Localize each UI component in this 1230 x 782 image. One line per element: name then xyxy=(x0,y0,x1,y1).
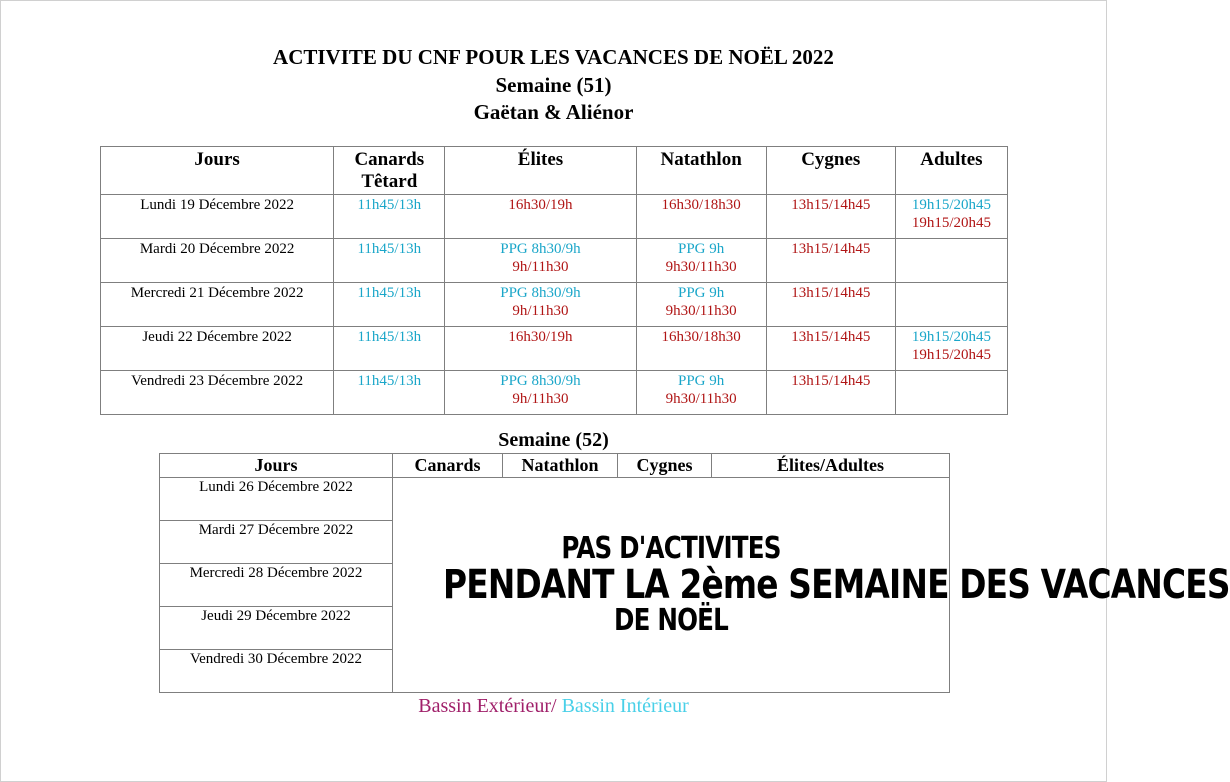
time-slot: 16h30/18h30 xyxy=(661,197,741,213)
table-row xyxy=(101,239,1008,283)
day-cell: Mercredi 28 Décembre 2022 xyxy=(160,564,393,607)
adultes-cell xyxy=(895,195,1007,239)
day-cell: Mercredi 21 Décembre 2022 xyxy=(101,283,334,327)
time-slot: 11h45/13h xyxy=(357,241,422,257)
time-slot: 13h15/14h45 xyxy=(791,241,871,257)
header-canards-tetard xyxy=(334,147,445,195)
header-canards: Canards xyxy=(354,149,425,170)
time-slot: PPG 8h30/9h xyxy=(500,241,581,257)
header-elites-adultes: Élites/Adultes xyxy=(712,454,950,478)
natathlon-cell xyxy=(636,327,766,371)
canards-cell xyxy=(334,195,445,239)
time-slot: 11h45/13h xyxy=(357,197,422,213)
canards-cell xyxy=(334,283,445,327)
adultes-cell xyxy=(895,327,1007,371)
time-slot: 13h15/14h45 xyxy=(791,373,871,389)
time-slot: PPG 9h xyxy=(677,285,725,301)
header-natathlon: Natathlon xyxy=(503,454,618,478)
day-cell: Jeudi 29 Décembre 2022 xyxy=(160,607,393,650)
page-title: ACTIVITE DU CNF POUR LES VACANCES DE NOËL 2022 xyxy=(273,45,834,69)
time-slot: 13h15/14h45 xyxy=(791,197,871,213)
cygnes-cell xyxy=(766,371,895,415)
time-slot: 11h45/13h xyxy=(357,285,422,301)
day-cell: Vendredi 30 Décembre 2022 xyxy=(160,650,393,693)
header-adultes: Adultes xyxy=(895,147,1007,195)
week51-schedule-table xyxy=(100,146,1008,415)
day-cell: Lundi 26 Décembre 2022 xyxy=(160,478,393,521)
time-slot: 19h15/20h45 xyxy=(911,215,991,231)
cygnes-cell xyxy=(766,239,895,283)
table-row xyxy=(101,371,1008,415)
cygnes-cell xyxy=(766,195,895,239)
table-row xyxy=(160,478,950,521)
cygnes-cell xyxy=(766,327,895,371)
time-slot: 19h15/20h45 xyxy=(911,329,991,345)
elites-cell xyxy=(445,195,636,239)
header-canards: Canards xyxy=(393,454,503,478)
time-slot: 9h30/11h30 xyxy=(665,391,737,407)
time-slot: 13h15/14h45 xyxy=(791,285,871,301)
header-jours: Jours xyxy=(160,454,393,478)
time-slot: 19h15/20h45 xyxy=(911,197,991,213)
legend xyxy=(0,693,1107,719)
day-cell: Mardi 27 Décembre 2022 xyxy=(160,521,393,564)
header-natathlon: Natathlon xyxy=(636,147,766,195)
elites-cell xyxy=(445,283,636,327)
time-slot: 9h/11h30 xyxy=(512,391,569,407)
week51-subtitle: Semaine (51) xyxy=(495,73,612,97)
natathlon-cell xyxy=(636,283,766,327)
time-slot: 9h30/11h30 xyxy=(665,303,737,319)
week52-header-row xyxy=(160,454,950,478)
time-slot: 16h30/19h xyxy=(508,329,573,345)
day-cell: Jeudi 22 Décembre 2022 xyxy=(101,327,334,371)
coaches-names: Gaëtan & Aliénor xyxy=(473,100,634,124)
header-tetard: Têtard xyxy=(361,171,418,192)
day-cell: Vendredi 23 Décembre 2022 xyxy=(101,371,334,415)
elites-cell xyxy=(445,371,636,415)
legend-exterior: Bassin Extérieur/ xyxy=(418,695,557,717)
time-slot: 13h15/14h45 xyxy=(791,329,871,345)
time-slot: 11h45/13h xyxy=(357,373,422,389)
natathlon-cell xyxy=(636,239,766,283)
elites-cell xyxy=(445,239,636,283)
week51-header-row xyxy=(101,147,1008,195)
elites-cell xyxy=(445,327,636,371)
time-slot: PPG 9h xyxy=(677,373,725,389)
header-jours: Jours xyxy=(101,147,334,195)
natathlon-cell xyxy=(636,371,766,415)
week52-schedule-table xyxy=(159,453,1230,693)
closed-line-1: PAS D'ACTIVITES xyxy=(561,531,781,566)
legend-interior: Bassin Intérieur xyxy=(556,695,689,717)
time-slot: 9h30/11h30 xyxy=(665,259,737,275)
time-slot: 9h/11h30 xyxy=(512,303,569,319)
closed-line-3: DE NOËL xyxy=(613,603,729,638)
table-row xyxy=(101,283,1008,327)
natathlon-cell xyxy=(636,195,766,239)
adultes-cell xyxy=(895,371,1007,415)
time-slot: 16h30/18h30 xyxy=(661,329,741,345)
time-slot: PPG 9h xyxy=(677,241,725,257)
time-slot: 19h15/20h45 xyxy=(911,347,991,363)
adultes-cell xyxy=(895,239,1007,283)
week52-subtitle: Semaine (52) xyxy=(498,429,609,451)
cygnes-cell xyxy=(766,283,895,327)
header-elites: Élites xyxy=(445,147,636,195)
table-row xyxy=(101,195,1008,239)
time-slot: PPG 8h30/9h xyxy=(500,373,581,389)
time-slot: 11h45/13h xyxy=(357,329,422,345)
time-slot: PPG 8h30/9h xyxy=(500,285,581,301)
day-cell: Lundi 19 Décembre 2022 xyxy=(101,195,334,239)
canards-cell xyxy=(334,371,445,415)
time-slot: 9h/11h30 xyxy=(512,259,569,275)
day-cell: Mardi 20 Décembre 2022 xyxy=(101,239,334,283)
header-cygnes: Cygnes xyxy=(766,147,895,195)
header-cygnes: Cygnes xyxy=(618,454,712,478)
canards-cell xyxy=(334,239,445,283)
time-slot: 16h30/19h xyxy=(508,197,573,213)
closed-line-2: PENDANT LA 2ème SEMAINE DES VACANCES xyxy=(443,562,1230,608)
adultes-cell xyxy=(895,283,1007,327)
table-row xyxy=(101,327,1008,371)
closed-notice xyxy=(393,478,1230,693)
canards-cell xyxy=(334,327,445,371)
